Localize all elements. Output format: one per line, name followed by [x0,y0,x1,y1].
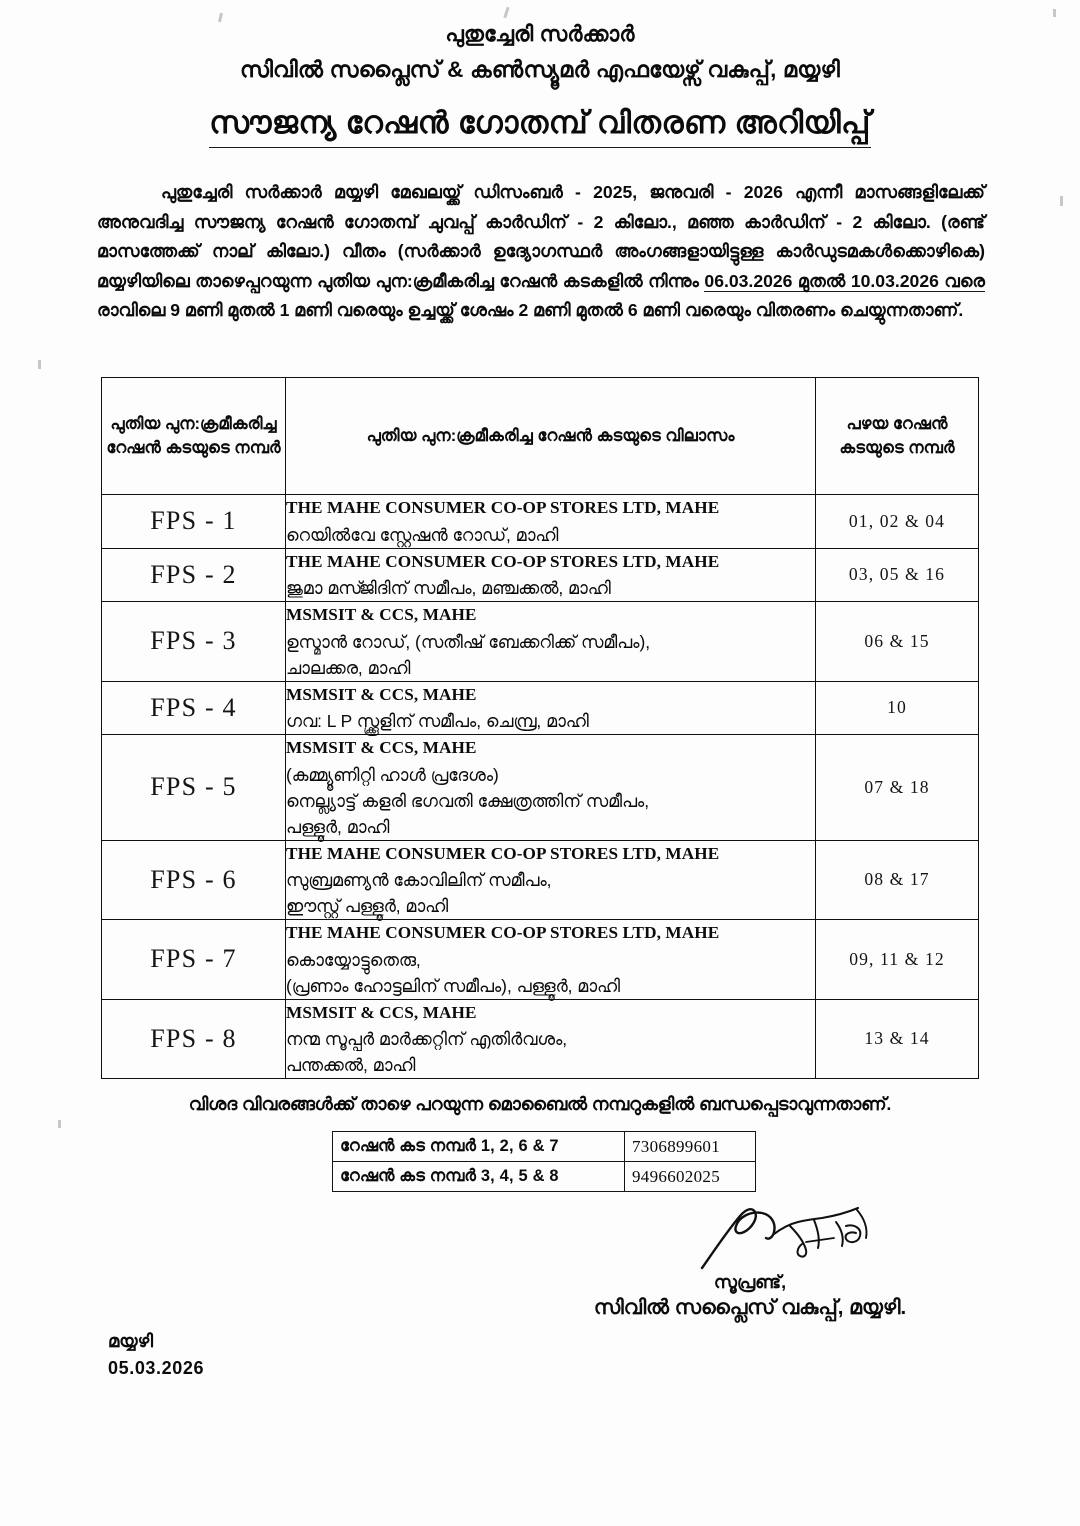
phone-table-wrapper [332,1131,756,1192]
phone-table-body [333,1132,756,1192]
phone-number: 9496602025 [625,1162,756,1192]
contact-note: വിശദ വിവരങ്ങൾക്ക് താഴെ പറയുന്ന മൊബൈൽ നമ്പറുകളിൽ ബന്ധപ്പെടാവുന്നതാണ്. [188,1094,892,1114]
phone-label-shop-numbers: 1, 2, 6 & 7 [480,1137,559,1155]
table-row [102,548,979,602]
cell-address [286,735,816,841]
govt-name: പുതുച്ചേരി സർക്കാർ [445,22,635,46]
table-row [102,495,979,549]
ration-shop-table [101,377,979,1079]
address-line: നെല്ല്യാട്ട് കളരി ഭഗവതി ക്ഷേത്രത്തിന് സമീപം, [286,790,650,811]
scan-speck [38,360,41,369]
signature-image [694,1196,884,1276]
address-line: ജുമാ മസ്ജിദിന് സമീപം, മഞ്ചക്കൽ, മാഹി [286,578,611,598]
address-organisation: MSMSIT & CCS, MAHE [286,605,477,624]
place-date-block [108,1328,204,1382]
signature-block [470,1272,1030,1320]
cell-new-shop-no: FPS - 6 [102,840,286,920]
phone-row [333,1132,756,1162]
column-header-new-shop-no: പുതിയ പുന:ക്രമീകരിച്ച റേഷൻ കടയുടെ നമ്പർ [102,378,286,495]
contact-numbers-table [332,1131,756,1192]
intro-month2-year: 2026 [743,182,783,202]
address-line: പള്ളൂർ, മാഹി [286,816,390,837]
address-line: നന്മ സൂപ്പർ മാർക്കറ്റിന് എതിർവശം, [286,1029,568,1049]
cell-new-shop-no: FPS - 4 [102,681,286,735]
address-line: സുബ്രമണ്യൻ കോവിലിന് സമീപം, [286,870,552,890]
cell-old-shop-no: 01, 02 & 04 [816,495,979,549]
department-name: സിവിൽ സപ്ലൈസ് & കൺസ്യൂമർ എഫയേഴ്സ് വകുപ്പ്, മയ്യഴി [240,57,840,82]
intro-month1-year: 2025 [593,182,633,202]
intro-paragraph [97,178,985,326]
cell-new-shop-no: FPS - 8 [102,999,286,1079]
cell-old-shop-no: 03, 05 & 16 [816,548,979,602]
address-organisation: MSMSIT & CCS, MAHE [286,1002,477,1022]
address-line: ഗവ: L P സ്ക്കൂളിന് സമീപം, ചെമ്പ്ര, മാഹി [286,711,589,731]
intro-seg-3: എന്നീ മാസങ്ങളിലേക്ക് അനുവദിച്ച സൗജന്യ റേഷൻ ഗോതമ്പ് ചുവപ്പ് കാർഡിന് - 2 കിലോ., മഞ്ഞ കാർഡിന് - 2 കിലോ. (രണ്ട് മാസത്തേക്ക് നാല് കിലോ.) വീതം (സർക്കാർ ഉദ്യോഗസ്ഥർ അംഗങ്ങളായിട്ടുള്ള കാർഡുടമകൾക്കൊഴികെ) മയ്യഴിയിലെ താഴെപ്പറയുന്ന പുതിയ പുന:ക്രമീകരിച്ച റേഷൻ കടകളിൽ നിന്നും [97,182,986,291]
intro-seg-1: പുതുച്ചേരി സർക്കാർ മയ്യഴി മേഖലയ്ക്ക് ഡിസംബർ - [161,182,594,202]
address-line: ഉസ്മാൻ റോഡ്, (സതീഷ് ബേക്കറിക്ക് സമീപം), [286,631,651,652]
place: മയ്യഴി [108,1331,154,1351]
table-row [102,840,979,920]
document-date: 05.03.2026 [108,1358,205,1378]
cell-old-shop-no: 13 & 14 [816,999,979,1079]
table-row [102,920,979,1000]
distribution-date-range: 06.03.2026 മുതൽ 10.03.2026 വരെ [704,270,985,291]
cell-address [286,840,816,920]
address-organisation: MSMSIT & CCS, MAHE [286,738,477,757]
phone-number: 7306899601 [625,1132,756,1162]
signatory-role: സൂപ്രണ്ട്, [713,1272,787,1292]
intro-seg-4: രാവിലെ 9 മണി മുതൽ 1 മണി വരെയും ഉച്ചയ്ക്ക് ശേഷം 2 മണി മുതൽ 6 മണി വരെയും വിതരണം ചെയ്യുന്നതാണ്. [97,300,964,321]
phone-label-shop-numbers: 3, 4, 5 & 8 [480,1167,559,1185]
address-organisation: THE MAHE CONSUMER CO-OP STORES LTD, MAHE [286,498,720,517]
cell-new-shop-no: FPS - 5 [102,735,286,841]
cell-address [286,495,816,549]
phone-label: റേഷൻ കട നമ്പർ 3, 4, 5 & 8 [333,1162,625,1192]
cell-new-shop-no: FPS - 7 [102,920,286,1000]
page-title-text: സൗജന്യ റേഷൻ ഗോതമ്പ് വിതരണ അറിയിപ്പ് [209,105,870,148]
intro-seg-2: , ജനുവരി - [632,182,744,202]
address-organisation: THE MAHE CONSUMER CO-OP STORES LTD, MAHE [286,843,720,863]
address-line: ഈസ്റ്റ് പള്ളൂർ, മാഹി [286,896,449,916]
signatory-department: സിവിൽ സപ്ലൈസ് വകുപ്പ്, മയ്യഴി. [593,1296,907,1319]
cell-new-shop-no: FPS - 2 [102,548,286,602]
address-line: പന്തക്കൽ, മാഹി [286,1055,416,1075]
table-header-row [102,378,979,495]
table-row [102,735,979,841]
address-organisation: MSMSIT & CCS, MAHE [286,684,477,704]
scan-speck [503,7,509,18]
cell-address [286,920,816,1000]
cell-old-shop-no: 07 & 18 [816,735,979,841]
cell-address [286,548,816,602]
address-line: (കമ്മ്യൂണിറ്റി ഹാൾ പ്രദേശം) [286,764,499,785]
phone-label: റേഷൻ കട നമ്പർ 1, 2, 6 & 7 [333,1132,625,1162]
phone-row [333,1162,756,1192]
cell-old-shop-no: 06 & 15 [816,602,979,682]
cell-old-shop-no: 09, 11 & 12 [816,920,979,1000]
address-line: (പ്രണാം ഹോട്ടലിന് സമീപം), പള്ളൂർ, മാഹി [286,975,621,996]
address-organisation: THE MAHE CONSUMER CO-OP STORES LTD, MAHE [286,551,720,571]
scan-speck [1053,9,1056,17]
column-header-old-shop-no: പഴയ റേഷൻ കടയുടെ നമ്പർ [816,378,979,495]
cell-new-shop-no: FPS - 1 [102,495,286,549]
shop-table-wrapper [101,377,978,1079]
column-header-address: പുതിയ പുന:ക്രമീകരിച്ച റേഷൻ കടയുടെ വിലാസം [286,378,816,495]
table-head [102,378,979,495]
scan-speck [218,13,223,22]
scan-speck [58,1120,61,1128]
cell-old-shop-no: 08 & 17 [816,840,979,920]
page-title [0,105,1080,148]
address-line: കൊയ്യോട്ടുതെരു, [286,949,421,970]
cell-address [286,681,816,735]
cell-new-shop-no: FPS - 3 [102,602,286,682]
address-organisation: THE MAHE CONSUMER CO-OP STORES LTD, MAHE [286,923,720,942]
cell-address [286,602,816,682]
scan-speck [1060,196,1063,206]
cell-address [286,999,816,1079]
table-row [102,999,979,1079]
cell-old-shop-no: 10 [816,681,979,735]
table-body [102,495,979,1079]
table-row [102,602,979,682]
table-row [102,681,979,735]
address-line: ചാലക്കര, മാഹി [286,657,411,678]
address-line: റെയിൽവേ സ്റ്റേഷൻ റോഡ്, മാഹി [286,524,559,545]
